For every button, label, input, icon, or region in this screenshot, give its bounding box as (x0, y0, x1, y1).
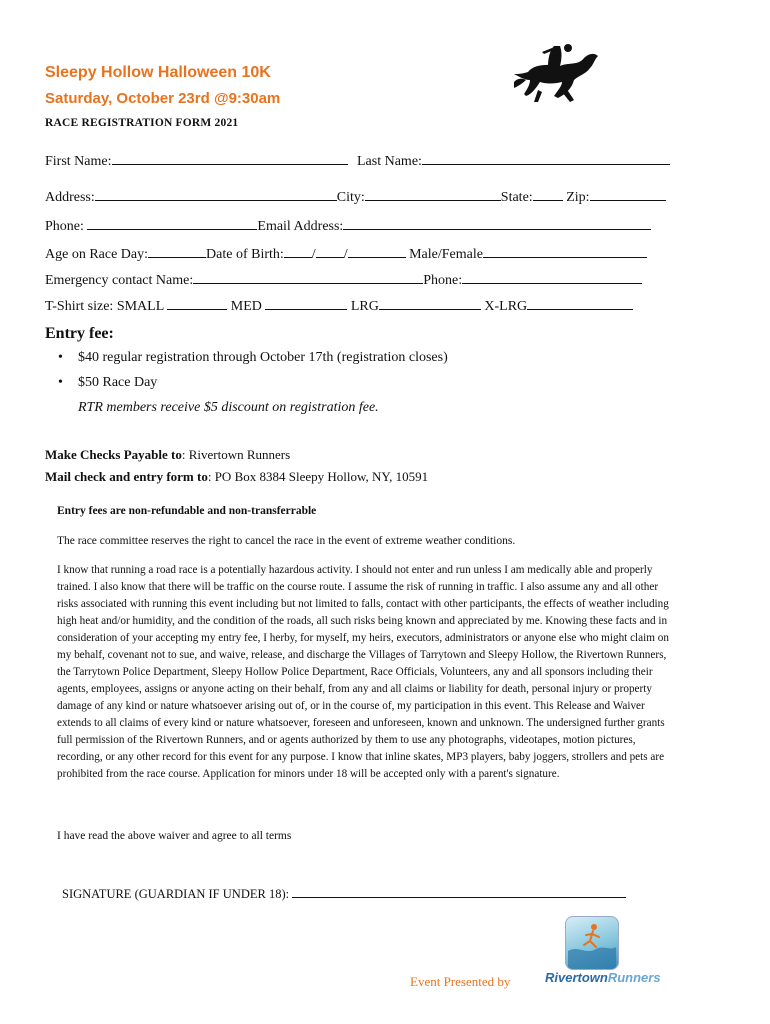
address-row (45, 186, 666, 206)
age-label: Age on Race Day: (45, 247, 149, 262)
agree-statement: I have read the above waiver and agree to all terms (57, 830, 292, 842)
mail-value: : PO Box 8384 Sleepy Hollow, NY, 10591 (207, 469, 429, 484)
first-name-label: First Name: (45, 154, 112, 169)
weather-note: The race committee reserves the right to cancel the race in the event of extreme weather conditions. (57, 535, 516, 547)
signature-label: SIGNATURE (GUARDIAN IF UNDER 18): (62, 887, 290, 901)
size-xlrg-label: X-LRG (484, 299, 528, 314)
city-label: City: (336, 190, 365, 205)
presented-by: Event Presented by (410, 974, 511, 989)
size-med-label: MED (230, 299, 262, 314)
dob-sep-1: / (311, 247, 316, 262)
signature-field[interactable] (292, 885, 626, 898)
entry-fee-heading: Entry fee: (45, 325, 114, 342)
phone-label: Phone: (45, 219, 84, 234)
dob-month-field[interactable] (284, 243, 312, 258)
event-date: Saturday, October 23rd @9:30am (45, 90, 281, 107)
zip-label: Zip: (566, 190, 590, 205)
size-small-field[interactable] (167, 295, 227, 310)
emergency-row (45, 269, 642, 289)
nonrefundable-note: Entry fees are non-refundable and non-transferrable (57, 505, 317, 517)
address-label: Address: (45, 190, 95, 205)
wordmark-runners: Runners (607, 970, 661, 985)
dob-sep-2: / (343, 247, 348, 262)
age-field[interactable] (148, 243, 206, 258)
phone-field[interactable] (87, 215, 257, 230)
bullet-icon: • (58, 375, 63, 390)
checks-value: : Rivertown Runners (181, 447, 291, 462)
tshirt-row (45, 295, 633, 315)
mail-label: Mail check and entry form to (45, 469, 208, 484)
rivertown-runners-logo (565, 916, 619, 970)
size-lrg-field[interactable] (379, 295, 481, 310)
emergency-name-label: Emergency contact Name: (45, 273, 194, 288)
phone-row (45, 215, 651, 235)
runner-icon (566, 917, 618, 969)
fee-raceday: $50 Race Day (78, 375, 158, 390)
emergency-name-field[interactable] (193, 269, 423, 284)
age-row (45, 243, 647, 263)
event-title: Sleepy Hollow Halloween 10K (45, 64, 271, 81)
signature-row (62, 885, 626, 902)
size-small-label: SMALL (116, 299, 164, 314)
emergency-phone-field[interactable] (462, 269, 642, 284)
checks-payable (45, 447, 290, 463)
email-label: Email Address: (257, 219, 344, 234)
wordmark-rivertown: Rivertown (545, 970, 608, 985)
email-field[interactable] (343, 215, 651, 230)
fee-regular: $40 regular registration through October 17th (registration closes) (78, 350, 448, 365)
tshirt-label: T-Shirt size: (45, 299, 114, 314)
emergency-phone-label: Phone: (423, 273, 463, 288)
member-discount: RTR members receive $5 discount on registration fee. (78, 400, 379, 415)
size-med-field[interactable] (265, 295, 347, 310)
city-field[interactable] (365, 186, 501, 201)
dob-day-field[interactable] (316, 243, 344, 258)
gender-field[interactable] (483, 243, 647, 258)
mail-to (45, 469, 428, 485)
size-lrg-label: LRG (350, 299, 379, 314)
last-name-field[interactable] (422, 150, 670, 165)
checks-label: Make Checks Payable to (45, 447, 182, 462)
zip-field[interactable] (590, 186, 666, 201)
gender-label: Male/Female (409, 247, 483, 262)
last-name-label: Last Name: (357, 154, 422, 169)
dob-year-field[interactable] (348, 243, 406, 258)
form-title: RACE REGISTRATION FORM 2021 (45, 117, 239, 129)
state-field[interactable] (533, 186, 563, 201)
first-name-field[interactable] (112, 150, 348, 165)
address-field[interactable] (95, 186, 337, 201)
dob-label: Date of Birth: (206, 247, 284, 262)
state-label: State: (500, 190, 533, 205)
rivertown-runners-wordmark (545, 970, 661, 985)
horseman-icon (508, 38, 608, 108)
size-xlrg-field[interactable] (527, 295, 633, 310)
waiver-text: I know that running a road race is a potentially hazardous activity. I should not enter and run unless I am medically able and properly trained. I also know that there will be traffic on the course route. I assume the risk of running in traffic. I also assume any and all other risks associated with running this event including but not limited to falls, contact with other participants, the effects of weather including high heat and/or humidity, and the condition of the roads, all such risks being known and appreciated by me. Knowing these facts and in consideration of your accepting my entry fee, I herby, for myself, my heirs, executors, administrators or anyone else who might claim on my behalf, covenant not to sue, and waive, release, and discharge the Villages of Tarrytown and Sleepy Hollow, the Rivertown Runners, the Tarrytown Police Department, Sleepy Hollow Police Department, Race Officials, Volunteers, any and all sponsors including their agents, employees, assigns or anyone acting on their behalf, from any and all claims or liability for death, personal injury or property damage of any kind or nature whatsoever arising out of, or in the course of, my participation in this event. This Release and Waiver extends to all claims of every kind or nature whatsoever, foreseen and unforeseen, known and unknown. The undersigned further grants full permission of the Rivertown Runners, and or agents authorized by them to use any photographs, videotapes, motion pictures, recording, or any other record for this event for any purpose. I know that inline skates, MP3 players, baby joggers, strollers and pets are prohibited from the race course. Application for minors under 18 will be accepted only with a parent's signature. (57, 564, 669, 780)
bullet-icon: • (58, 350, 63, 365)
name-row (45, 150, 670, 170)
headless-horseman-logo (508, 38, 608, 108)
